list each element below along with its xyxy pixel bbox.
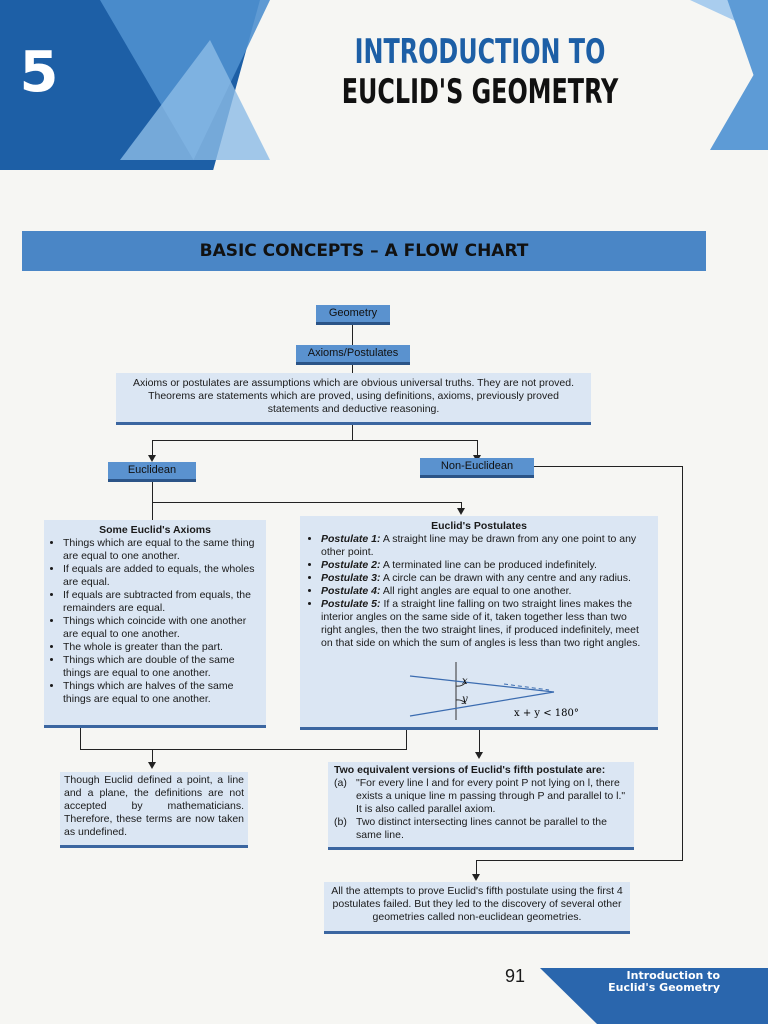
figure-caption: x + y < 180°: [514, 708, 579, 719]
list-item: • Postulate 3: A circle can be drawn with any centre and any radius.: [321, 572, 650, 585]
connector: [476, 860, 683, 861]
list-item: (b) Two distinct intersecting lines cannot be parallel to the same line.: [334, 816, 607, 841]
list-item: (a) "For every line l and for every point P not lying on l, there exists a unique line m passing through P and parallel to l." It is also called parallel axiom.: [334, 777, 626, 815]
list-item: • Things which coincide with one another are equal to one another.: [63, 615, 260, 641]
list-item: • Things which are double of the same things are equal to one another.: [63, 654, 260, 680]
fifth-postulate-figure: [404, 662, 604, 722]
page-number: 91: [505, 966, 526, 986]
euclidean-tag: Euclidean: [108, 462, 196, 482]
arrow-head: [472, 874, 480, 881]
chapter-number: 5: [19, 40, 59, 105]
list-item: • Things which are equal to the same thing are equal to one another.: [63, 537, 260, 563]
chapter-title-line1: INTRODUCTION TO: [354, 32, 606, 72]
connector: [80, 728, 81, 750]
section-banner: BASIC CONCEPTS – A FLOW CHART: [22, 231, 706, 271]
list-item: • Postulate 1: A straight line may be drawn from any one point to any other point.: [321, 533, 650, 559]
connector: [152, 749, 153, 763]
connector: [406, 730, 407, 750]
postulates-list: [308, 533, 650, 650]
connector: [152, 482, 153, 502]
chapter-title: [300, 32, 660, 112]
axioms-list: [50, 537, 260, 706]
axioms-title: Some Euclid's Axioms: [99, 524, 211, 536]
geometry-tag: Geometry: [316, 305, 390, 325]
arrow-head: [148, 455, 156, 462]
postulates-title: Euclid's Postulates: [431, 520, 527, 532]
connector: [80, 749, 406, 750]
axioms-postulates-tag: Axioms/Postulates: [296, 345, 410, 365]
list-item: • If equals are added to equals, the wholes are equal.: [63, 563, 260, 589]
definition-box: Axioms or postulates are assumptions which are obvious universal truths. They are not proved. Theorems are statements which are proved, using definitions, axioms, previously proved statements and deductive reasoning.: [116, 373, 591, 425]
equivalent-versions-box: [328, 762, 634, 850]
connector: [534, 466, 682, 467]
chapter-title-line2: EUCLID'S GEOMETRY: [341, 72, 619, 112]
list-item: • Postulate 5: If a straight line falling on two straight lines makes the interior angles on the same side of it, taken together less than two right angles, then the two straight lines, if produced indefinitely, meet on that side on which the sum of angles is less than two right angles.: [321, 598, 650, 650]
connector: [477, 440, 478, 456]
list-item: • Postulate 4: All right angles are equal to one another.: [321, 585, 650, 598]
connector: [152, 502, 153, 522]
connector: [682, 466, 683, 860]
list-item: • Things which are halves of the same things are equal to one another.: [63, 680, 260, 706]
header-corner: [710, 0, 768, 150]
connector: [479, 730, 480, 752]
connector: [152, 502, 462, 503]
connector: [352, 365, 353, 373]
arrow-head: [457, 508, 465, 515]
connector: [152, 440, 478, 441]
final-box: All the attempts to prove Euclid's fifth postulate using the first 4 postulates failed. But they led to the discovery of several other geometries called non-euclidean geometries.: [324, 882, 630, 934]
connector: [152, 440, 153, 456]
non-euclidean-tag: Non-Euclidean: [420, 458, 534, 478]
connector: [352, 425, 353, 440]
list-item: • If equals are subtracted from equals, the remainders are equal.: [63, 589, 260, 615]
angle-x-label: x: [462, 676, 468, 687]
list-item: • Postulate 2: A terminated line can be produced indefinitely.: [321, 559, 650, 572]
postulates-box: [300, 516, 658, 730]
arrow-head: [148, 762, 156, 769]
footer-label: Introduction to Euclid's Geometry: [608, 969, 720, 994]
list-item: • The whole is greater than the part.: [63, 641, 260, 654]
connector: [476, 860, 477, 875]
angle-y-label: y: [462, 694, 468, 705]
connector: [352, 325, 353, 345]
arrow-head: [475, 752, 483, 759]
undefined-terms-box: Though Euclid defined a point, a line and a plane, the definitions are not accepted by mathematicians. Therefore, these terms are now taken as undefined.: [60, 772, 248, 848]
equivalent-title: Two equivalent versions of Euclid's fifth postulate are:: [334, 764, 606, 776]
axioms-box: [44, 520, 266, 728]
